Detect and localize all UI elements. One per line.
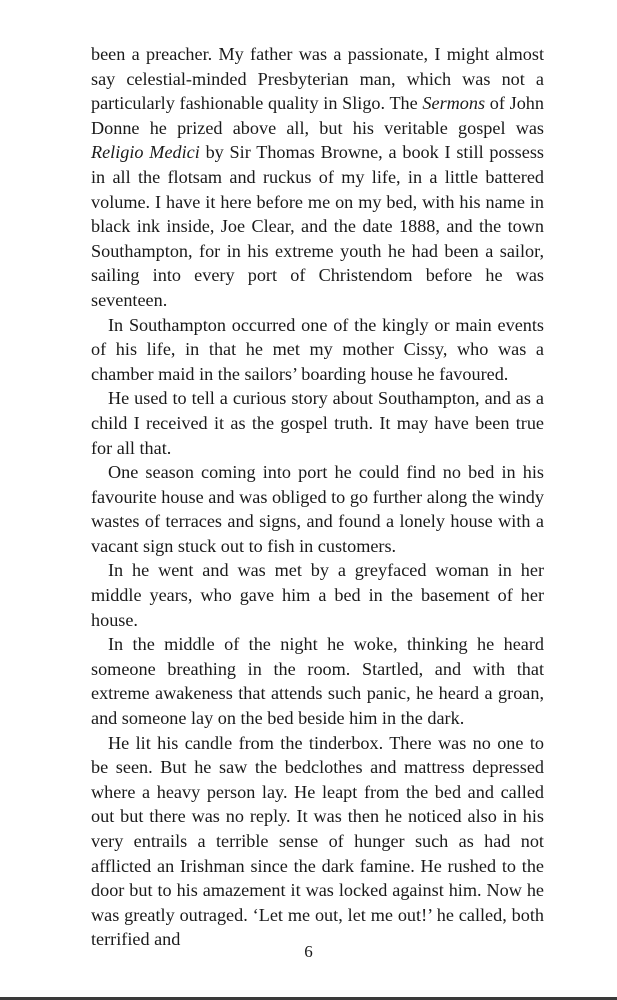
paragraph: He used to tell a curious story about Southampton, and as a child I received it as the gospel truth. It may have been true for all that. bbox=[91, 388, 544, 458]
text-run: of John Donne he prized above all, but his veritable gospel was bbox=[91, 93, 544, 138]
paragraph: In Southampton occurred one of the kingly or main events of his life, in that he met my mother Cissy, who was a chamber maid in the sailors’ boarding house he favoured. bbox=[91, 314, 544, 384]
paragraph: He lit his candle from the tinderbox. There was no one to be seen. But he saw the bedclothes and mattress depressed where a heavy person lay. He leapt from the bed and called out but there was no reply. It was then he noticed also in his very entrails a terrible sense of hunger such as had not afflicted an Irishman since the dark famine. He rushed to the door but to his amazement it was locked against him. Now he was greatly outraged. ‘Let me out, let me out!’ he called, both terrified and bbox=[91, 732, 544, 950]
page-body-text bbox=[91, 42, 544, 952]
page-number: 6 bbox=[304, 942, 313, 961]
text-run: been a preacher. My father was a passionate, I might almost say celestial-minded Presbyterian man, which was not a particularly fashionable quality in Sligo. The bbox=[91, 44, 544, 114]
book-title-religio-medici: Religio Medici bbox=[91, 142, 200, 163]
paragraph-continued bbox=[91, 42, 544, 313]
paragraph: In the middle of the night he woke, thinking he heard someone breathing in the room. Startled, and with that extreme awakeness that attends such panic, he heard a groan, and someone lay on the bed beside him in the dark. bbox=[91, 634, 544, 729]
paragraph: One season coming into port he could find no bed in his favourite house and was obliged to go further along the windy wastes of terraces and signs, and found a lonely house with a vacant sign stuck out to fish in customers. bbox=[91, 462, 544, 556]
text-run: by Sir Thomas Browne, a book I still possess in all the flotsam and ruckus of my life, in a little battered volume. I have it here before me on my bed, with his name in black ink inside, Joe Clear, and the date 1888, and the town Southampton, for in his extreme youth he had been a sailor, sailing into every port of Christendom before he was seventeen. bbox=[91, 142, 544, 310]
paragraph: In he went and was met by a greyfaced woman in her middle years, who gave him a bed in the basement of her house. bbox=[91, 560, 544, 630]
book-title-sermons: Sermons bbox=[422, 93, 486, 114]
